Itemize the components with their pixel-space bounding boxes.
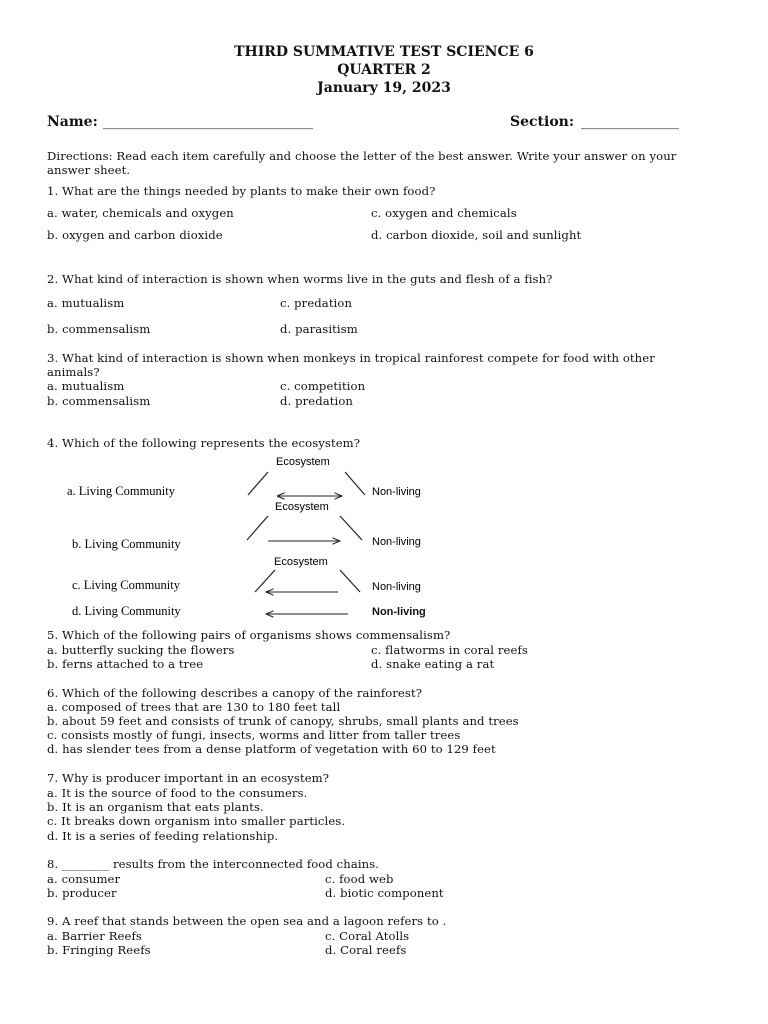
question-3-line-2: animals? <box>47 365 100 379</box>
question-8: 8. ________ results from the interconnected food chains. <box>47 857 380 871</box>
q1-option-c: c. oxygen and chemicals <box>371 206 517 220</box>
quarter-label: QUARTER 2 <box>337 62 431 78</box>
question-6: 6. Which of the following describes a canopy of the rainforest? <box>47 686 423 700</box>
q3-option-d: d. predation <box>280 394 353 408</box>
diagram-a-right-line <box>345 472 365 495</box>
question-4: 4. Which of the following represents the ecosystem? <box>47 436 361 450</box>
question-7: 7. Why is producer important in an ecosystem? <box>47 771 330 785</box>
q1-option-a: a. water, chemicals and oxygen <box>47 206 234 220</box>
diagram-a-ecosystem: Ecosystem <box>276 456 330 468</box>
q3-option-b: b. commensalism <box>47 394 151 408</box>
question-5: 5. Which of the following pairs of organisms shows commensalism? <box>47 628 451 642</box>
q9-option-c: c. Coral Atolls <box>325 929 410 943</box>
q5-option-b: b. ferns attached to a tree <box>47 657 204 671</box>
diagram-c-right-line <box>340 570 360 592</box>
test-title: THIRD SUMMATIVE TEST SCIENCE 6 <box>234 44 534 60</box>
q5-option-d: d. snake eating a rat <box>371 657 495 671</box>
q3-option-a: a. mutualism <box>47 379 125 393</box>
section-blank[interactable]: ______________ <box>581 114 679 130</box>
q1-option-d: d. carbon dioxide, soil and sunlight <box>371 228 582 242</box>
q8-option-a: a. consumer <box>47 872 121 886</box>
diagram-c-ecosystem: Ecosystem <box>274 556 328 568</box>
q8-option-d: d. biotic component <box>325 886 444 900</box>
q9-option-d: d. Coral reefs <box>325 943 407 957</box>
question-1: 1. What are the things needed by plants to make their own food? <box>47 184 436 198</box>
q3-option-c: c. competition <box>280 379 366 393</box>
test-date: January 19, 2023 <box>317 80 451 96</box>
q9-option-a: a. Barrier Reefs <box>47 929 142 943</box>
q7-option-c: c. It breaks down organism into smaller particles. <box>47 814 346 828</box>
q2-option-c: c. predation <box>280 296 353 310</box>
diagram-b-label: b. Living Community <box>72 537 181 551</box>
q2-option-a: a. mutualism <box>47 296 125 310</box>
diagram-c-label: c. Living Community <box>72 578 180 592</box>
q7-option-b: b. It is an organism that eats plants. <box>47 800 264 814</box>
question-9: 9. A reef that stands between the open sea and a lagoon refers to . <box>47 914 447 928</box>
diagram-a-label: a. Living Community <box>67 484 175 498</box>
diagram-b-right-line <box>340 516 362 540</box>
name-label: Name: <box>47 114 98 130</box>
q2-option-d: d. parasitism <box>280 322 358 336</box>
question-2: 2. What kind of interaction is shown when worms live in the guts and flesh of a fish? <box>47 272 553 286</box>
q8-option-b: b. producer <box>47 886 117 900</box>
ecosystem-diagram <box>0 450 470 625</box>
diagram-a-nonliving: Non-living <box>372 486 421 498</box>
q7-option-a: a. It is the source of food to the consumers. <box>47 786 308 800</box>
q9-option-b: b. Fringing Reefs <box>47 943 151 957</box>
diagram-c-nonliving: Non-living <box>372 581 421 593</box>
diagram-d-nonliving: Non-living <box>372 606 426 618</box>
q5-option-a: a. butterfly sucking the flowers <box>47 643 235 657</box>
q7-option-d: d. It is a series of feeding relationship. <box>47 829 279 843</box>
q6-option-a: a. composed of trees that are 130 to 180 feet tall <box>47 700 341 714</box>
q1-option-b: b. oxygen and carbon dioxide <box>47 228 223 242</box>
diagram-b-ecosystem: Ecosystem <box>275 501 329 513</box>
q2-option-b: b. commensalism <box>47 322 151 336</box>
section-label: Section: <box>510 114 575 130</box>
diagram-a-left-line <box>248 472 268 495</box>
name-blank[interactable]: ______________________________ <box>103 114 313 130</box>
diagram-d-label: d. Living Community <box>72 604 181 618</box>
q5-option-c: c. flatworms in coral reefs <box>371 643 528 657</box>
directions-line-1: Directions: Read each item carefully and choose the letter of the best answer. Write your answer on your <box>47 149 677 163</box>
q6-option-d: d. has slender tees from a dense platform of vegetation with 60 to 129 feet <box>47 742 496 756</box>
directions-line-2: answer sheet. <box>47 163 131 177</box>
question-3-line-1: 3. What kind of interaction is shown when monkeys in tropical rainforest compete for food with other <box>47 351 655 365</box>
q8-option-c: c. food web <box>325 872 394 886</box>
diagram-c-left-line <box>255 570 275 592</box>
diagram-b-left-line <box>247 516 268 540</box>
q6-option-b: b. about 59 feet and consists of trunk of canopy, shrubs, small plants and trees <box>47 714 519 728</box>
diagram-b-nonliving: Non-living <box>372 536 421 548</box>
q6-option-c: c. consists mostly of fungi, insects, worms and litter from taller trees <box>47 728 461 742</box>
